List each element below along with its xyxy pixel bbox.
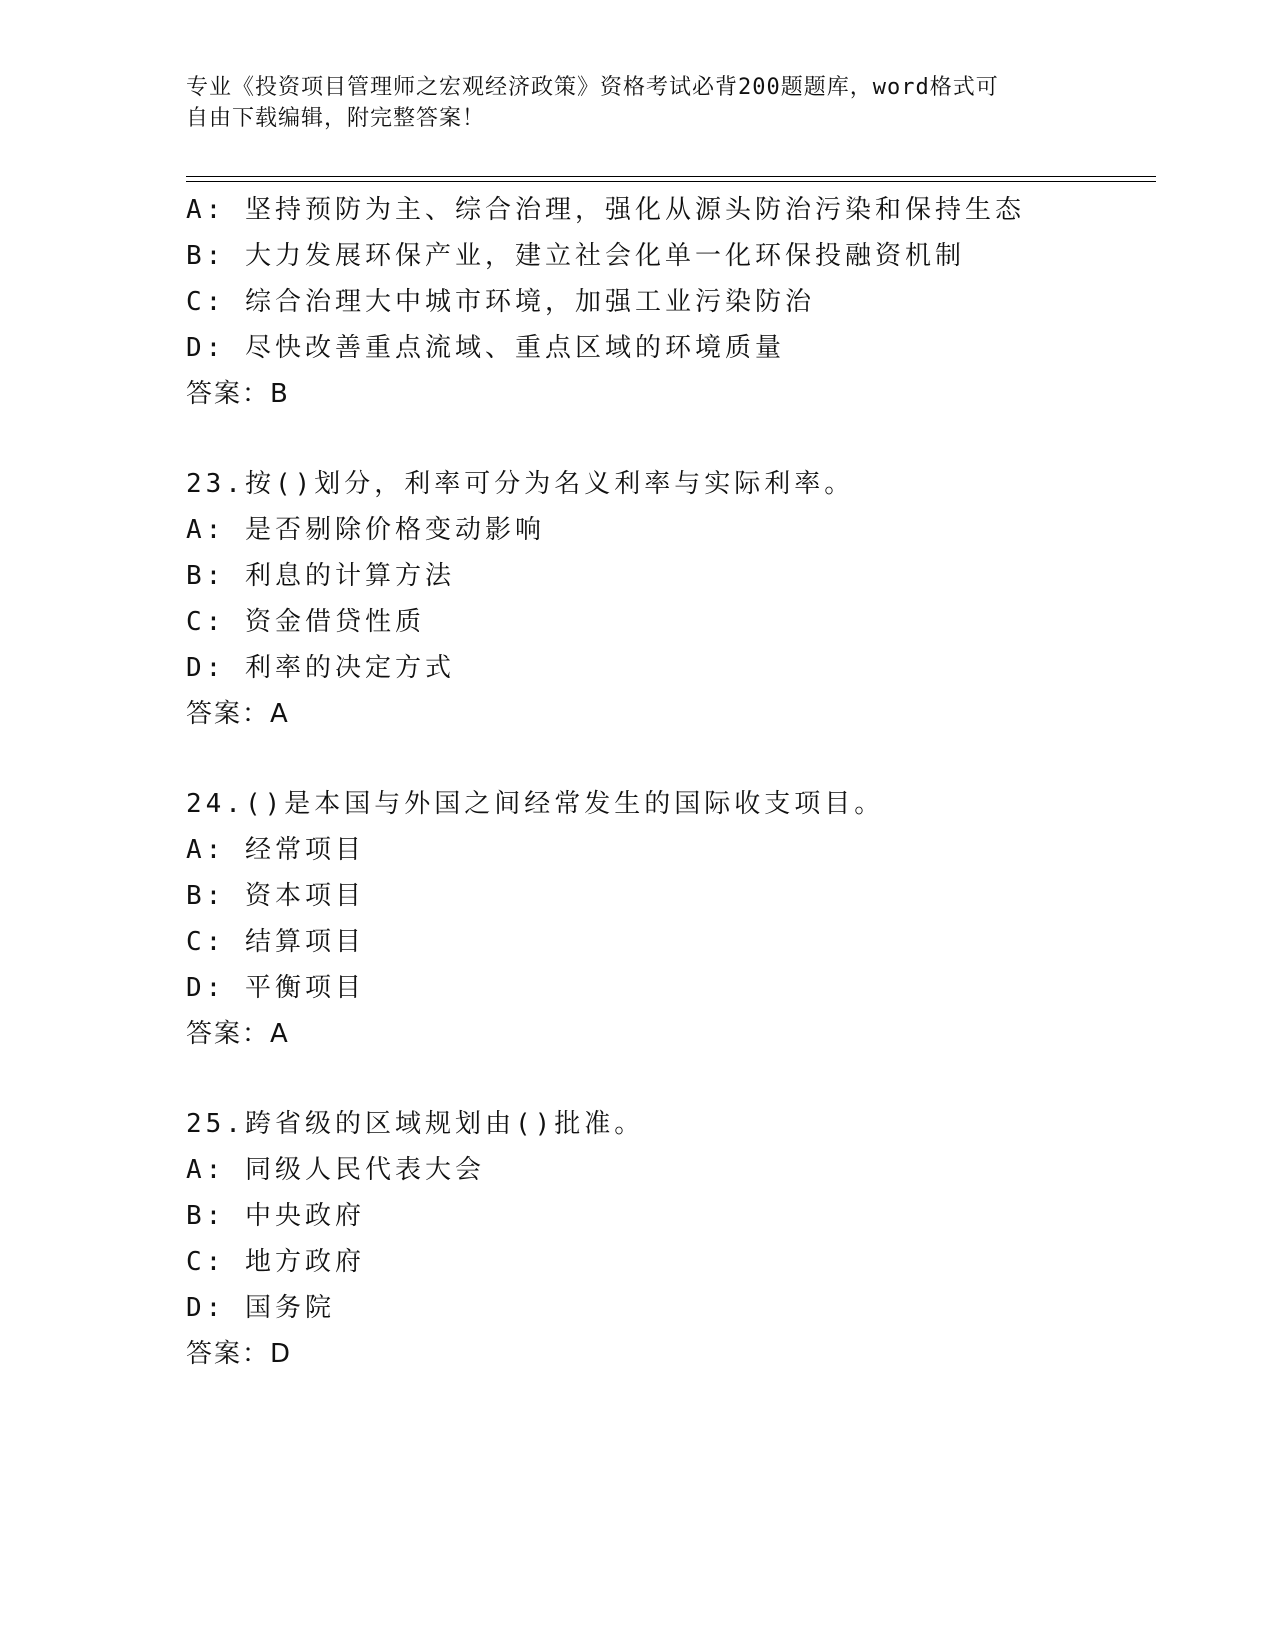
option-d: D: 尽快改善重点流域、重点区域的环境质量 — [186, 333, 785, 363]
option-b: B: 利息的计算方法 — [186, 561, 455, 591]
spacer — [186, 1057, 1156, 1101]
option-c: C: 综合治理大中城市环境，加强工业污染防治 — [186, 287, 815, 317]
option-b: B: 中央政府 — [186, 1201, 365, 1231]
question-text: 25.跨省级的区域规划由()批准。 — [186, 1109, 645, 1139]
option-d: D: 利率的决定方式 — [186, 653, 455, 683]
header-title-line-1: 专业《投资项目管理师之宏观经济政策》资格考试必背200题题库，word格式可 — [186, 75, 999, 100]
answer: 答案：B — [186, 379, 290, 409]
option-a: A: 坚持预防为主、综合治理，强化从源头防治污染和保持生态 — [186, 195, 1025, 225]
answer: 答案：A — [186, 699, 290, 729]
option-b: B: 大力发展环保产业，建立社会化单一化环保投融资机制 — [186, 241, 965, 271]
option-c: C: 结算项目 — [186, 927, 365, 957]
option-d: D: 平衡项目 — [186, 973, 365, 1003]
question-block-24 — [186, 781, 1156, 1057]
option-c: C: 地方政府 — [186, 1247, 365, 1277]
option-a: A: 同级人民代表大会 — [186, 1155, 485, 1185]
header-title-line-2: 自由下载编辑，附完整答案！ — [186, 106, 486, 131]
answer: 答案：D — [186, 1339, 293, 1369]
question-list — [186, 187, 1156, 1377]
question-block-23 — [186, 461, 1156, 737]
spacer — [186, 417, 1156, 461]
question-block-22 — [186, 187, 1156, 417]
option-a: A: 经常项目 — [186, 835, 365, 865]
document-header — [186, 72, 1086, 134]
question-block-25 — [186, 1101, 1156, 1377]
option-a: A: 是否剔除价格变动影响 — [186, 515, 545, 545]
option-b: B: 资本项目 — [186, 881, 365, 911]
answer: 答案：A — [186, 1019, 290, 1049]
header-divider — [186, 176, 1156, 182]
question-text: 23.按()划分，利率可分为名义利率与实际利率。 — [186, 469, 855, 499]
option-c: C: 资金借贷性质 — [186, 607, 425, 637]
option-d: D: 国务院 — [186, 1293, 335, 1323]
spacer — [186, 737, 1156, 781]
question-text: 24.()是本国与外国之间经常发生的国际收支项目。 — [186, 789, 885, 819]
